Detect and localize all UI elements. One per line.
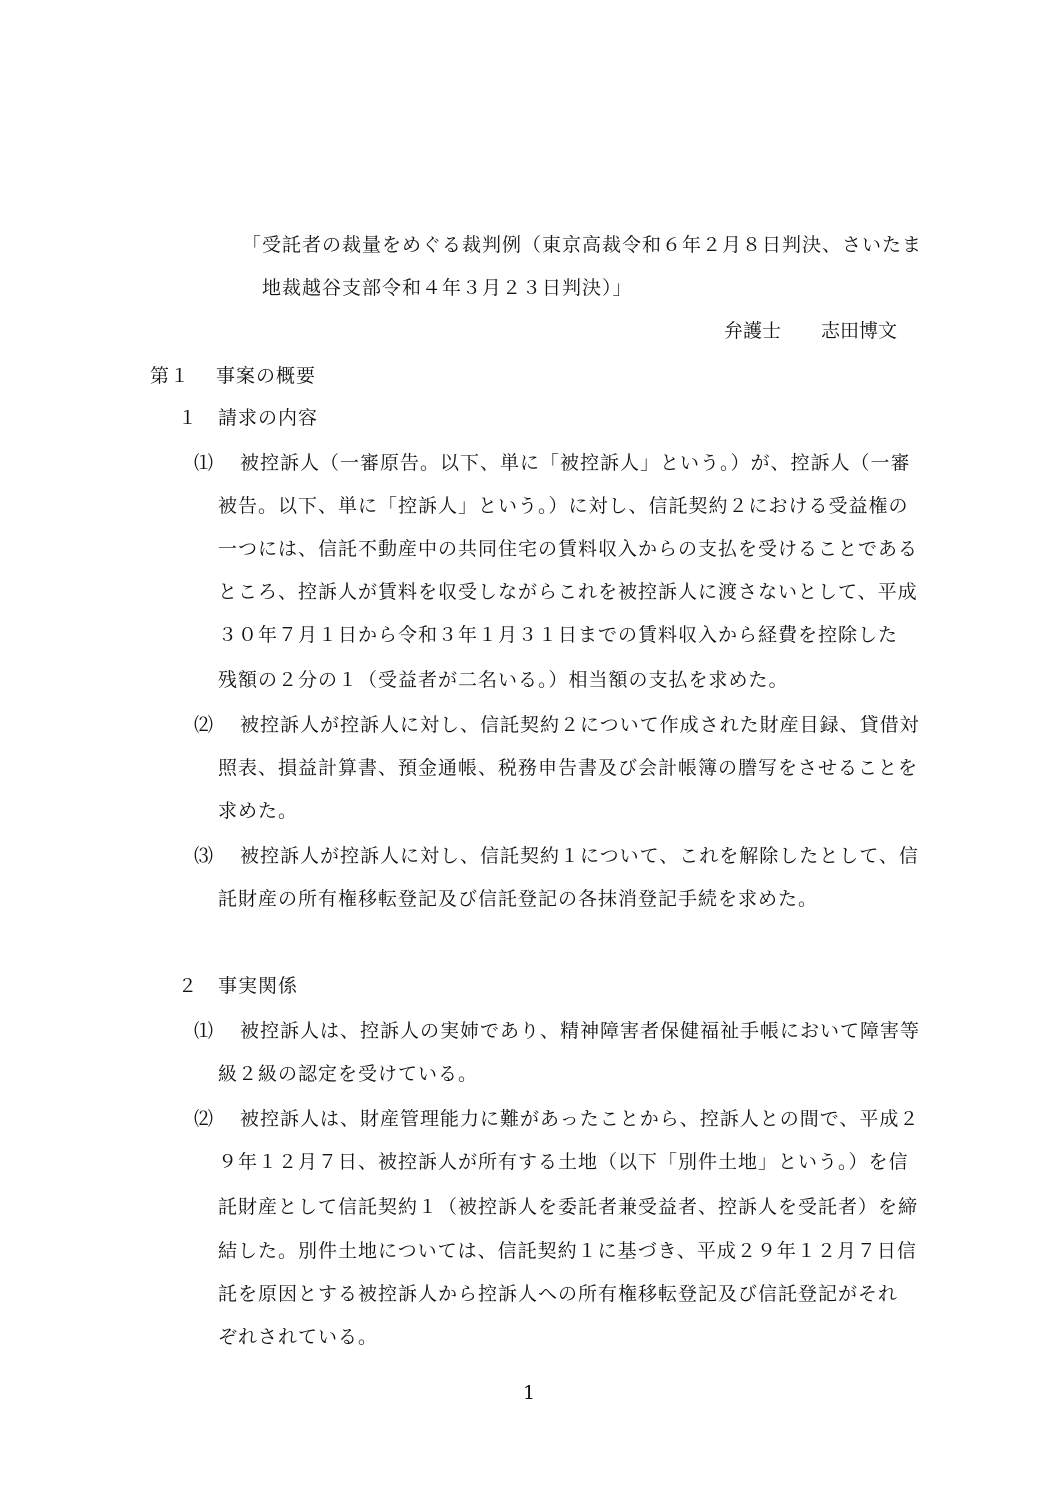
claim-item-3-text: 被控訴人が控訴人に対し、信託契約１について、これを解除したとして、信 <box>240 845 919 867</box>
title-line-1: 「受託者の裁量をめぐる裁判例（東京高裁令和６年２月８日判決、さいたま <box>242 234 923 256</box>
claim-item-1-line: ３０年７月１日から令和３年１月３１日までの賃料収入から経費を控除した <box>218 624 899 646</box>
page-number: 1 <box>522 1382 536 1404</box>
subsection-1-heading <box>178 405 318 431</box>
author-role: 弁護士 <box>724 320 782 342</box>
fact-item-2 <box>194 1106 919 1132</box>
claim-item-2-text: 被控訴人が控訴人に対し、信託契約２について作成された財産目録、貸借対 <box>240 714 920 736</box>
fact-item-2-line: 結した。別件土地については、信託契約１に基づき、平成２９年１２月７日信 <box>218 1240 917 1262</box>
claim-item-1 <box>194 450 911 476</box>
fact-item-2-line: ９年１２月７日、被控訴人が所有する土地（以下「別件土地」という。）を信 <box>218 1151 909 1173</box>
fact-item-1 <box>194 1018 920 1044</box>
claim-item-2 <box>194 712 920 738</box>
claim-item-3 <box>194 843 919 869</box>
claim-item-1-line: 残額の２分の１（受益者が二名いる。）相当額の支払を求めた。 <box>218 669 789 691</box>
subsection-2-heading <box>178 973 298 999</box>
title-line-2: 地裁越谷支部令和４年３月２３日判決）」 <box>262 277 633 299</box>
author <box>724 318 897 344</box>
claim-item-1-text: 被控訴人（一審原告。以下、単に「被控訴人」という。）が、控訴人（一審 <box>240 452 911 474</box>
section-1-heading <box>150 363 316 389</box>
subsection-2-title: 事実関係 <box>218 975 299 997</box>
fact-item-2-line: 託を原因とする被控訴人から控訴人への所有権移転登記及び信託登記がそれ <box>218 1283 899 1305</box>
claim-item-2-number: ⑵ <box>194 714 215 736</box>
section-1-title: 事案の概要 <box>216 365 317 387</box>
fact-item-2-text: 被控訴人は、財産管理能力に難があったことから、控訴人との間で、平成２ <box>240 1108 920 1130</box>
fact-item-2-number: ⑵ <box>194 1108 215 1130</box>
claim-item-1-number: ⑴ <box>194 452 215 474</box>
fact-item-2-line: ぞれされている。 <box>218 1326 379 1348</box>
claim-item-1-line: 一つには、信託不動産中の共同住宅の賃料収入からの支払を受けることである <box>218 538 919 560</box>
claim-item-3-line: 託財産の所有権移転登記及び信託登記の各抹消登記手続を求めた。 <box>218 888 819 910</box>
subsection-1-title: 請求の内容 <box>218 407 319 429</box>
fact-item-1-number: ⑴ <box>194 1020 215 1042</box>
fact-item-1-line: 級２級の認定を受けている。 <box>218 1063 479 1085</box>
fact-item-1-text: 被控訴人は、控訴人の実姉であり、精神障害者保健福祉手帳において障害等 <box>240 1020 921 1042</box>
claim-item-3-number: ⑶ <box>194 845 215 867</box>
claim-item-2-line: 求めた。 <box>218 800 299 822</box>
claim-item-1-line: 被告。以下、単に「控訴人」という。）に対し、信託契約２における受益権の <box>218 495 909 517</box>
subsection-1-number: １ <box>178 407 199 429</box>
claim-item-1-line: ところ、控訴人が賃料を収受しながらこれを被控訴人に渡さないとして、平成 <box>218 581 918 603</box>
claim-item-2-line: 照表、損益計算書、預金通帳、税務申告書及び会計帳簿の謄写をさせることを <box>218 757 919 779</box>
author-name: 志田博文 <box>821 320 898 342</box>
subsection-2-number: ２ <box>178 975 199 997</box>
section-1-number: 第１ <box>150 365 191 387</box>
fact-item-2-line: 託財産として信託契約１（被控訴人を委託者兼受益者、控訴人を受託者）を締 <box>218 1196 919 1218</box>
